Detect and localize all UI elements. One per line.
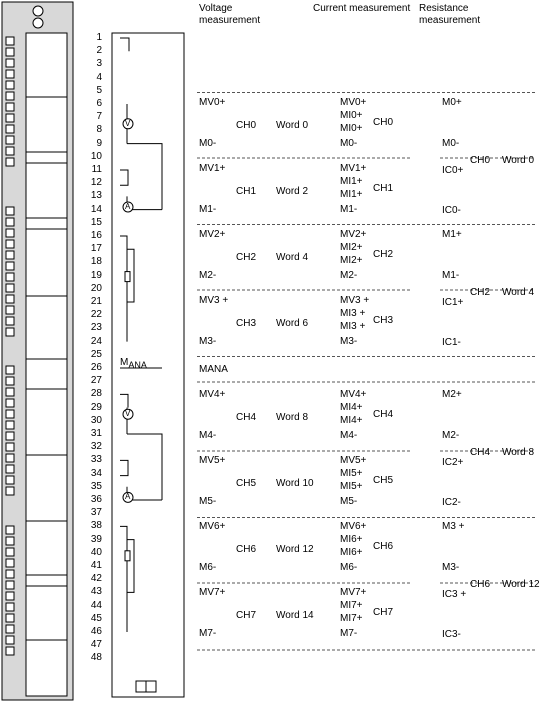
panel-indicator — [6, 284, 14, 292]
panel-indicator — [6, 476, 14, 484]
panel-indicator — [6, 136, 14, 144]
pin-number: 25 — [90, 348, 102, 360]
pin-number: 32 — [90, 441, 102, 453]
current-input-a: MI0+ — [340, 110, 363, 121]
resistance-m-positive: M1+ — [442, 229, 462, 240]
resistance-channel-name: CH0 — [470, 155, 491, 166]
current-voltage: MV7+ — [340, 587, 367, 598]
pin-number: 21 — [90, 296, 102, 307]
voltage-positive: MV3 + — [199, 295, 229, 306]
resistor-icon — [125, 272, 130, 282]
panel-indicator — [6, 454, 14, 462]
pin-number: 19 — [90, 269, 102, 281]
current-input-b: MI3 + — [340, 321, 366, 332]
pin-number: 26 — [90, 362, 102, 373]
panel-indicator — [6, 537, 14, 545]
voltage-negative: M5- — [199, 496, 217, 507]
panel-indicator — [6, 625, 14, 633]
voltage-negative: M7- — [199, 628, 217, 639]
voltage-positive: MV1+ — [199, 163, 226, 174]
panel-indicator — [6, 273, 14, 281]
panel-indicator — [6, 218, 14, 226]
resistance-m-positive: M0+ — [442, 97, 462, 108]
pin-number: 39 — [90, 533, 102, 545]
panel-indicator — [6, 559, 14, 567]
panel-indicator — [6, 388, 14, 396]
panel-indicator — [6, 70, 14, 78]
voltage-negative: M1- — [199, 204, 217, 215]
resistance-ic-positive: IC2+ — [442, 457, 464, 468]
voltage-negative: M4- — [199, 430, 217, 441]
mana-row-label: MANA — [199, 364, 228, 375]
pin-number: 46 — [90, 626, 102, 637]
pin-number: 31 — [90, 428, 102, 439]
panel-indicator — [6, 114, 14, 122]
resistance-channel-word: Word 0 — [502, 155, 535, 166]
current-channel-name: CH0 — [373, 117, 394, 128]
pin-number: 34 — [90, 467, 102, 479]
pin-number: 1 — [96, 32, 102, 43]
current-channel-name: CH5 — [373, 475, 394, 486]
resistance-m-positive: M3 + — [442, 521, 465, 532]
resistor-icon — [125, 551, 130, 561]
panel-indicator — [6, 465, 14, 473]
current-input-b: MI0+ — [340, 123, 363, 134]
current-channel-name: CH7 — [373, 607, 394, 618]
channel-name: CH7 — [236, 610, 257, 621]
current-voltage: MV2+ — [340, 229, 367, 240]
panel-indicator — [6, 125, 14, 133]
current-input-b: MI5+ — [340, 481, 363, 492]
header-current: Current measurement — [313, 3, 411, 14]
pin-number: 47 — [90, 639, 102, 651]
pin-number: 24 — [90, 335, 102, 347]
current-negative: M4- — [340, 430, 358, 441]
pin-number: 7 — [96, 111, 102, 123]
voltmeter-label: V — [125, 118, 131, 128]
current-input-a: MI4+ — [340, 402, 363, 413]
pin-number: 16 — [90, 230, 102, 241]
voltage-positive: MV7+ — [199, 587, 226, 598]
channel-word: Word 14 — [276, 610, 314, 621]
panel-indicator — [6, 614, 14, 622]
panel-indicator — [6, 81, 14, 89]
channel-name: CH5 — [236, 478, 257, 489]
current-negative: M7- — [340, 628, 358, 639]
current-input-b: MI1+ — [340, 189, 363, 200]
pin-number: 8 — [96, 124, 102, 136]
panel-indicator — [6, 570, 14, 578]
pin-number: 12 — [90, 177, 102, 189]
panel-indicator — [6, 526, 14, 534]
channel-name: CH4 — [236, 412, 257, 423]
panel-indicator — [6, 647, 14, 655]
resistance-channel-name: CH6 — [470, 579, 491, 590]
pin-number: 27 — [90, 375, 102, 387]
voltmeter-label: V — [125, 409, 131, 419]
resistance-ic-positive: IC1+ — [442, 297, 464, 308]
resistance-m-negative: M2- — [442, 430, 460, 441]
panel-indicator — [6, 410, 14, 418]
panel-indicator — [6, 581, 14, 589]
current-channel-name: CH1 — [373, 183, 394, 194]
panel-indicator — [6, 59, 14, 67]
resistance-m-negative: M0- — [442, 138, 460, 149]
pin-number: 35 — [90, 480, 102, 492]
pin-number: 22 — [90, 309, 102, 321]
pin-number: 30 — [90, 414, 102, 426]
pin-number: 3 — [96, 58, 102, 70]
current-voltage: MV5+ — [340, 455, 367, 466]
channel-name: CH0 — [236, 120, 257, 131]
channel-name: CH3 — [236, 318, 257, 329]
channel-name: CH6 — [236, 544, 257, 555]
voltage-negative: M3- — [199, 336, 217, 347]
current-input-a: MI6+ — [340, 534, 363, 545]
status-led-bottom — [33, 18, 43, 28]
pin-number: 10 — [90, 150, 102, 162]
pin-number: 14 — [90, 203, 102, 215]
resistance-channel-name: CH4 — [470, 447, 491, 458]
pin-number: 9 — [96, 137, 102, 149]
panel-indicator — [6, 399, 14, 407]
panel-indicator — [6, 240, 14, 248]
pin-number: 13 — [90, 190, 102, 202]
current-input-a: MI1+ — [340, 176, 363, 187]
channel-word: Word 8 — [276, 412, 309, 423]
pin-number: 43 — [90, 586, 102, 598]
panel-indicator — [6, 262, 14, 270]
pin-number: 33 — [90, 454, 102, 466]
pin-number: 23 — [90, 322, 102, 334]
channel-word: Word 12 — [276, 544, 314, 555]
panel-indicator — [6, 487, 14, 495]
pin-number: 4 — [96, 71, 102, 83]
panel-indicator — [6, 592, 14, 600]
current-negative: M0- — [340, 138, 358, 149]
pin-number: 44 — [90, 599, 102, 611]
ammeter-label: A — [125, 201, 131, 211]
panel-indicator — [6, 37, 14, 45]
panel-indicator — [6, 443, 14, 451]
channel-name: CH1 — [236, 186, 257, 197]
panel-indicator — [6, 421, 14, 429]
panel-indicator — [6, 328, 14, 336]
pin-number: 15 — [90, 216, 102, 228]
pin-number: 40 — [90, 546, 102, 558]
panel-indicator — [6, 317, 14, 325]
resistance-ic-negative: IC1- — [442, 337, 461, 348]
voltage-positive: MV5+ — [199, 455, 226, 466]
label-strip — [26, 33, 67, 696]
panel-indicator — [6, 548, 14, 556]
current-channel-name: CH6 — [373, 541, 394, 552]
resistance-m-negative: M1- — [442, 270, 460, 281]
panel-indicator — [6, 306, 14, 314]
panel-indicator — [6, 636, 14, 644]
channel-separators — [197, 93, 535, 651]
resistance-ic-negative: IC0- — [442, 205, 461, 216]
panel-indicator — [6, 603, 14, 611]
panel-indicator — [6, 432, 14, 440]
current-input-a: MI5+ — [340, 468, 363, 479]
current-input-a: MI7+ — [340, 600, 363, 611]
pin-number: 29 — [90, 401, 102, 413]
channel-word: Word 0 — [276, 120, 309, 131]
panel-indicator — [6, 158, 14, 166]
current-input-a: MI2+ — [340, 242, 363, 253]
panel-indicator — [6, 103, 14, 111]
resistance-ic-positive: IC0+ — [442, 165, 464, 176]
current-input-b: MI7+ — [340, 613, 363, 624]
current-negative: M5- — [340, 496, 358, 507]
pin-number: 11 — [91, 164, 102, 175]
resistance-channel-word: Word 4 — [502, 287, 535, 298]
pin-number: 17 — [90, 243, 102, 255]
channel-word: Word 4 — [276, 252, 309, 263]
pin-number: 20 — [90, 282, 102, 294]
current-negative: M2- — [340, 270, 358, 281]
panel-indicator — [6, 366, 14, 374]
current-input-b: MI2+ — [340, 255, 363, 266]
resistance-ic-negative: IC2- — [442, 497, 461, 508]
resistance-m-negative: M3- — [442, 562, 460, 573]
resistance-channel-word: Word 12 — [502, 579, 540, 590]
status-led-top — [33, 6, 43, 16]
header-resistance: Resistance measurement — [419, 3, 481, 26]
current-negative: M6- — [340, 562, 358, 573]
resistance-ic-negative: IC3- — [442, 629, 461, 640]
pin-number: 48 — [90, 652, 102, 664]
current-channel-name: CH3 — [373, 315, 394, 326]
voltage-positive: MV0+ — [199, 97, 226, 108]
ammeter-label: A — [125, 492, 131, 502]
resistance-channel-word: Word 8 — [502, 447, 535, 458]
resistance-ic-positive: IC3 + — [442, 589, 467, 600]
current-voltage: MV3 + — [340, 295, 370, 306]
pin-number: 37 — [90, 507, 102, 519]
voltage-positive: MV4+ — [199, 389, 226, 400]
pin-number: 28 — [90, 388, 102, 400]
pin-number: 45 — [90, 612, 102, 624]
current-voltage: MV4+ — [340, 389, 367, 400]
panel-indicator — [6, 229, 14, 237]
panel-indicator — [6, 48, 14, 56]
voltage-negative: M2- — [199, 270, 217, 281]
panel-indicator — [6, 147, 14, 155]
current-input-b: MI4+ — [340, 415, 363, 426]
panel-indicator — [6, 207, 14, 215]
pin-number: 2 — [96, 45, 102, 57]
resistance-m-positive: M2+ — [442, 389, 462, 400]
voltage-positive: MV6+ — [199, 521, 226, 532]
panel-indicator — [6, 251, 14, 259]
current-negative: M1- — [340, 204, 358, 215]
channel-word: Word 6 — [276, 318, 309, 329]
pin-number: 18 — [90, 256, 102, 268]
panel-indicator — [6, 295, 14, 303]
pin-number: 36 — [90, 494, 102, 505]
pin-number: 38 — [90, 520, 102, 532]
pin-number: 6 — [96, 98, 102, 109]
channel-word: Word 2 — [276, 186, 309, 197]
current-negative: M3- — [340, 336, 358, 347]
panel-indicator — [6, 377, 14, 385]
voltage-negative: M6- — [199, 562, 217, 573]
pin-number: 41 — [90, 560, 102, 571]
pin-number: 5 — [96, 84, 102, 96]
current-input-b: MI6+ — [340, 547, 363, 558]
current-channel-name: CH2 — [373, 249, 394, 260]
current-voltage: MV1+ — [340, 163, 367, 174]
pin-number: 42 — [90, 573, 102, 585]
panel-indicator — [6, 92, 14, 100]
voltage-negative: M0- — [199, 138, 217, 149]
current-input-a: MI3 + — [340, 308, 366, 319]
channel-name: CH2 — [236, 252, 257, 263]
channel-word: Word 10 — [276, 478, 314, 489]
header-voltage: Voltage measurement — [199, 3, 261, 26]
current-channel-name: CH4 — [373, 409, 394, 420]
voltage-positive: MV2+ — [199, 229, 226, 240]
resistance-channel-name: CH2 — [470, 287, 491, 298]
current-voltage: MV6+ — [340, 521, 367, 532]
mana-label: MANA — [120, 357, 147, 370]
current-voltage: MV0+ — [340, 97, 367, 108]
